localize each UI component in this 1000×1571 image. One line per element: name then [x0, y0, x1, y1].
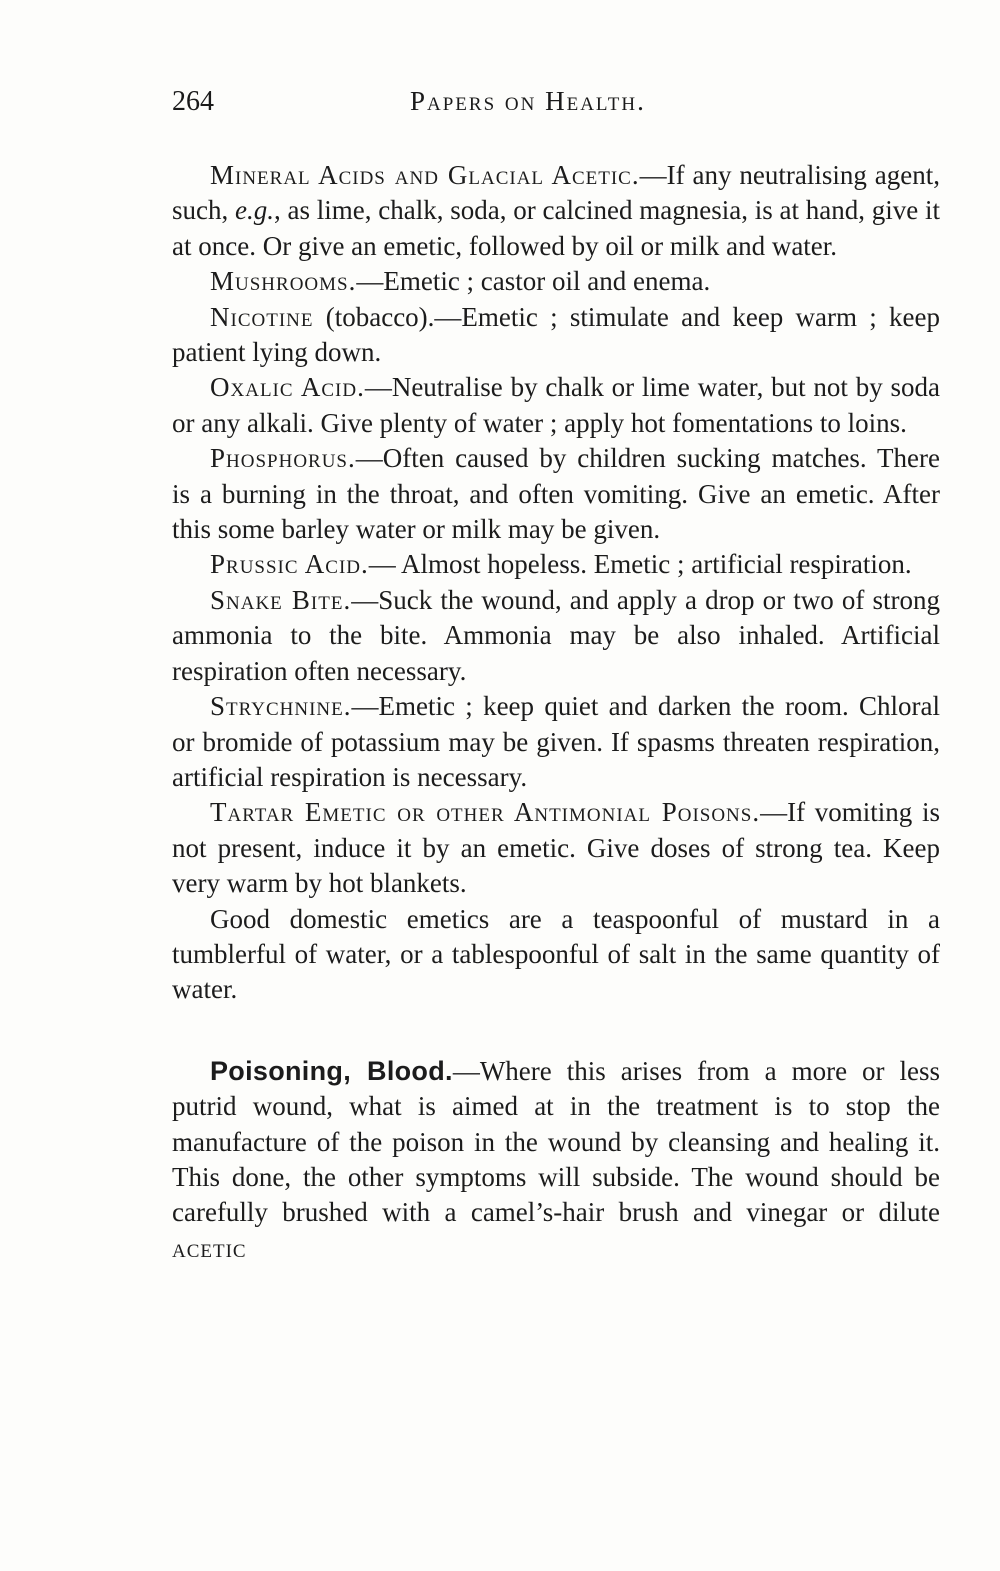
closing-paragraph: Good domestic emetics are a teaspoonful of mustard in a tumblerful of water, or a tablespoonful of salt in the same quantity of water.: [172, 903, 940, 1005]
entry-text: Emetic ; keep quiet and darken the room. Chloral or bromide of potassium may be given. If spasms threaten respiration, artificial respiration is necessary.: [172, 691, 940, 792]
entry-text: Emetic ; castor oil and enema.: [383, 266, 711, 297]
entry-dash: —: [452, 1055, 480, 1086]
entry-text: (tobacco).—Emetic ; stimulate and keep warm ; keep patient lying down.: [172, 301, 940, 368]
entry-heading: Oxalic Acid.: [210, 372, 365, 403]
entry-snake-bite: [172, 583, 940, 689]
entry-heading: Snake Bite.: [210, 584, 352, 615]
entry-text: Neutralise by chalk or lime water, but not by soda or any alkali. Give plenty of water ; apply hot fomentations to loins.: [172, 372, 940, 438]
entry-oxalic-acid: [172, 370, 940, 441]
entry-nicotine: [172, 300, 940, 371]
body-text: [172, 158, 940, 1266]
entry-text: If any neutralising agent, such,: [172, 160, 940, 226]
entry-heading: Mineral Acids and Glacial Acetic.: [210, 160, 640, 190]
entry-mineral-acids: [172, 158, 940, 264]
page-number: 264: [172, 86, 214, 117]
entry-heading: Prussic Acid.: [210, 549, 369, 580]
entry-dash: —: [356, 266, 384, 297]
entry-heading: Tartar Emetic or other Antimonial Poisons.: [210, 797, 761, 828]
entry-phosphorus: [172, 441, 940, 547]
entry-strychnine: [172, 689, 940, 795]
running-title: Papers on Health.: [410, 86, 646, 116]
entry-heading: Poisoning, Blood.: [210, 1055, 453, 1086]
entry-dash: —: [364, 372, 392, 403]
entry-text: If vomiting is not present, induce it by an emetic. Give doses of strong tea. Keep very warm by hot blankets.: [172, 797, 940, 899]
entry-end-word: acetic: [172, 1232, 247, 1263]
section-gap: [172, 1008, 940, 1054]
entry-dash: —: [760, 797, 788, 828]
entry-heading: Mushrooms.: [210, 266, 357, 297]
entry-dash: —: [368, 549, 396, 580]
entry-prussic-acid: [172, 547, 940, 582]
entry-tartar-emetic: [172, 795, 940, 901]
entry-dash: —: [639, 160, 667, 190]
entry-dash: —: [351, 584, 379, 615]
entry-text: Where this arises from a more or less putrid wound, what is aimed at in the treatment is to stop the manufacture of the poison in the wound by cleansing and healing it. This done, the other symptoms will subside. The wound should be carefully brushed with a camel’s-hair brush and vinegar or dilute: [172, 1055, 940, 1228]
entry-text-after: , as lime, chalk, soda, or calcined magnesia, is at hand, give it at once. Or give an emetic, followed by oil or milk and water.: [172, 195, 940, 261]
entry-text-italic: e.g.: [235, 195, 274, 226]
entry-poisoning-blood: [172, 1054, 940, 1266]
entry-dash: —: [355, 443, 383, 474]
entry-heading: Strychnine.: [210, 691, 352, 722]
entry-text: Often caused by children sucking matches. There is a burning in the throat, and often vomiting. Give an emetic. After this some barley water or milk may be given.: [172, 443, 940, 545]
entry-dash: —: [351, 691, 379, 722]
entry-heading: Nicotine: [210, 301, 314, 332]
entry-heading: Phosphorus.: [210, 443, 356, 474]
entry-text: Suck the wound, and apply a drop or two of strong ammonia to the bite. Ammonia may be also inhaled. Artificial respiration often necessary.: [172, 584, 940, 686]
running-head: [172, 86, 940, 126]
entry-mushrooms: [172, 264, 940, 299]
entry-text: Almost hopeless. Emetic ; artificial respiration.: [395, 549, 912, 580]
